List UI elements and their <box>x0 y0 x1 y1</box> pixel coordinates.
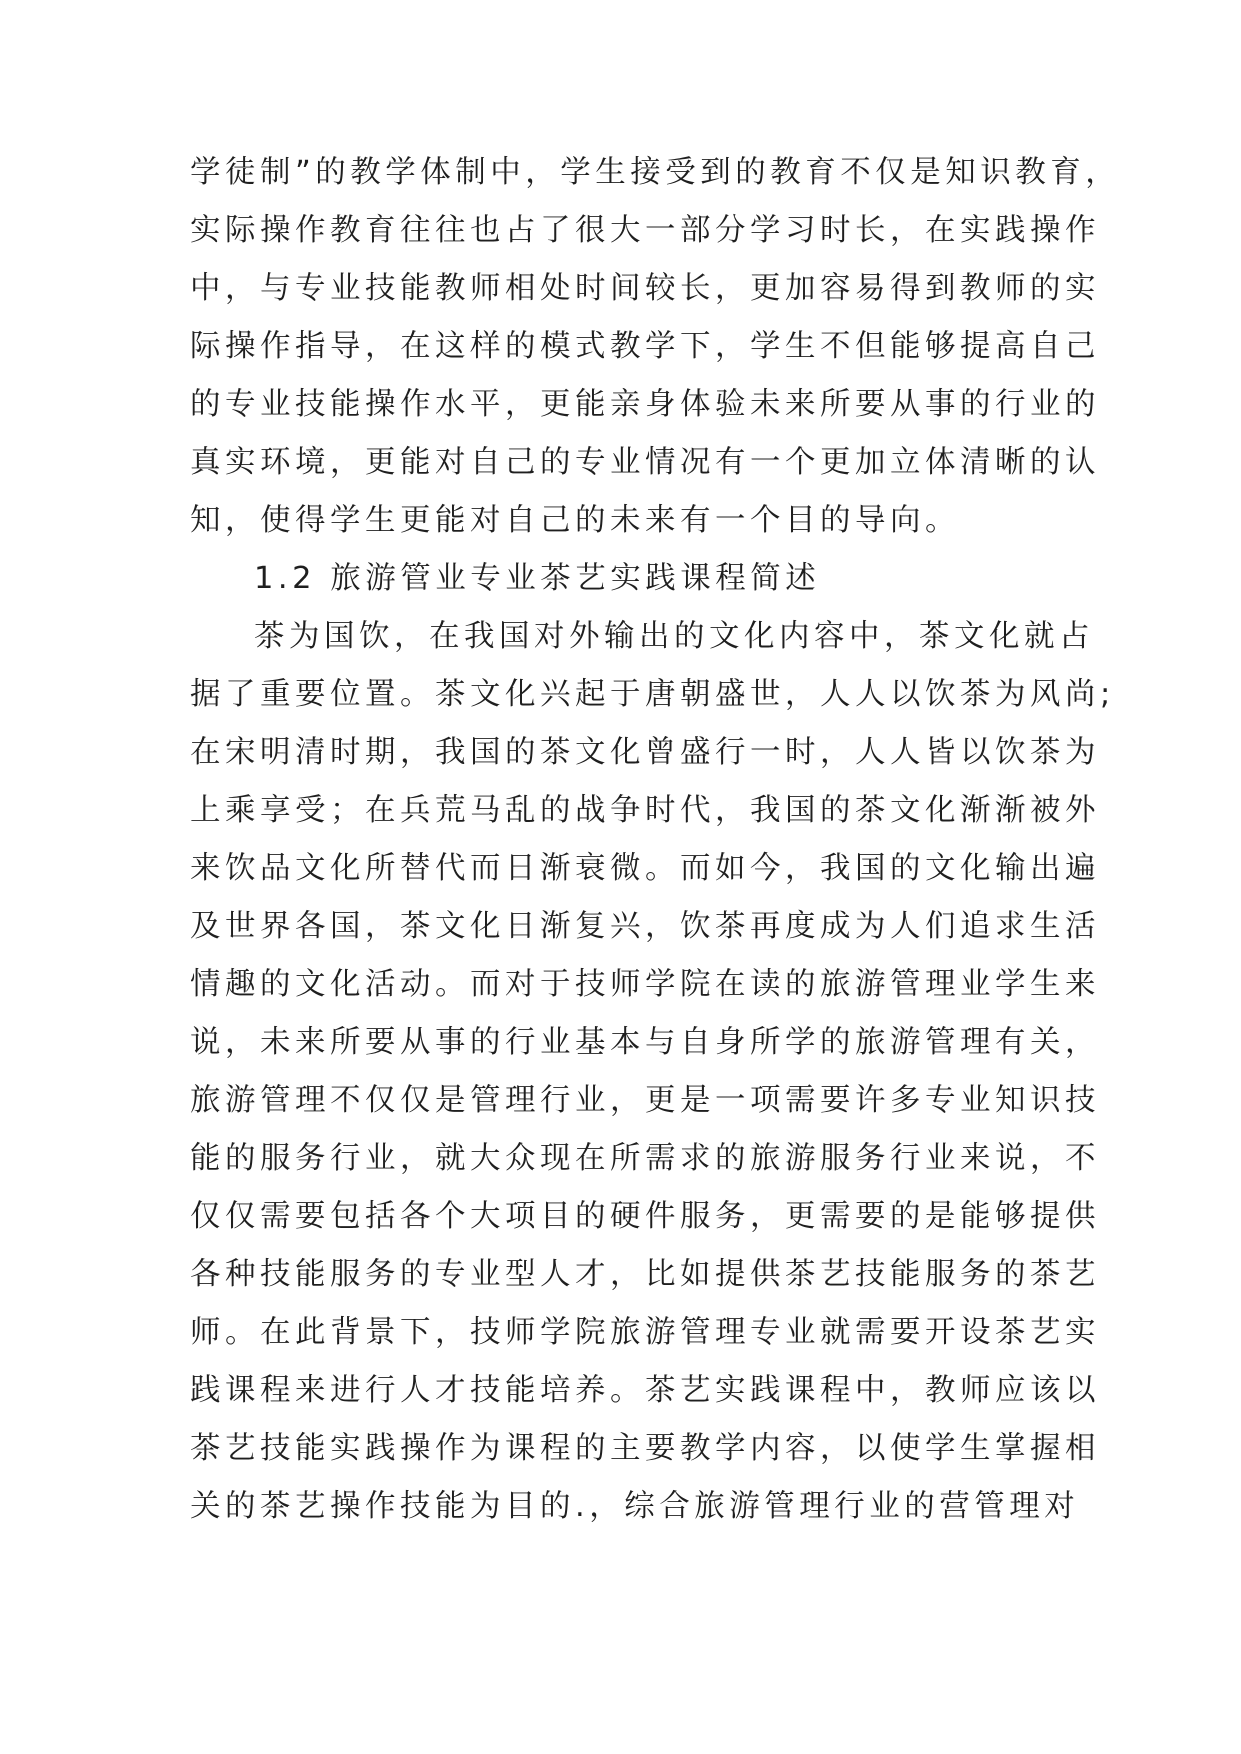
paragraph-2-line: 关的茶艺操作技能为目的.，综合旅游管理行业的营管理对 <box>190 1489 1080 1524</box>
body-text <box>190 144 1121 1536</box>
paragraph-2-line: 及世界各国，茶文化日渐复兴，饮茶再度成为人们追求生活 <box>190 909 1100 944</box>
paragraph-2-line: 来饮品文化所替代而日渐衰微。而如今，我国的文化输出遍 <box>190 851 1100 886</box>
paragraph-1-line: 学徒制”的教学体制中，学生接受到的教育不仅是知识教育， <box>190 155 1121 190</box>
paragraph-2-line: 仅仅需要包括各个大项目的硬件服务，更需要的是能够提供 <box>190 1199 1100 1234</box>
paragraph-2-line: 践课程来进行人才技能培养。茶艺实践课程中，教师应该以 <box>190 1373 1100 1408</box>
paragraph-1-line: 的专业技能操作水平，更能亲身体验未来所要从事的行业的 <box>190 387 1100 422</box>
paragraph-1-line: 中，与专业技能教师相处时间较长，更加容易得到教师的实 <box>190 271 1100 306</box>
paragraph-2-line: 上乘享受；在兵荒马乱的战争时代，我国的茶文化渐渐被外 <box>190 793 1100 828</box>
paragraph-2-line: 情趣的文化活动。而对于技师学院在读的旅游管理业学生来 <box>190 967 1100 1002</box>
paragraph-2-line: 说，未来所要从事的行业基本与自身所学的旅游管理有关， <box>190 1025 1100 1060</box>
paragraph-2-line: 在宋明清时期，我国的茶文化曾盛行一时，人人皆以饮茶为 <box>190 735 1100 770</box>
paragraph-2-first-line: 茶为国饮，在我国对外输出的文化内容中，茶文化就占 <box>254 619 1094 654</box>
paragraph-1-line: 真实环境，更能对自己的专业情况有一个更加立体清晰的认 <box>190 445 1100 480</box>
paragraph-2-line: 师。在此背景下，技师学院旅游管理专业就需要开设茶艺实 <box>190 1315 1100 1350</box>
paragraph-2-line: 能的服务行业，就大众现在所需求的旅游服务行业来说，不 <box>190 1141 1100 1176</box>
paragraph-2 <box>190 608 1115 1536</box>
paragraph-1-line: 际操作指导，在这样的模式教学下，学生不但能够提高自己 <box>190 329 1100 364</box>
paragraph-2-line: 据了重要位置。茶文化兴起于唐朝盛世，人人以饮茶为风尚; <box>190 677 1115 712</box>
paragraph-2-line: 旅游管理不仅仅是管理行业，更是一项需要许多专业知识技 <box>190 1083 1100 1118</box>
paragraph-1-line: 知，使得学生更能对自己的未来有一个目的导向。 <box>190 503 960 538</box>
paragraph-1-line: 实际操作教育往往也占了很大一部分学习时长，在实践操作 <box>190 213 1100 248</box>
paragraph-2-line: 茶艺技能实践操作为课程的主要教学内容，以使学生掌握相 <box>190 1431 1100 1466</box>
paragraph-1 <box>190 144 1121 550</box>
paragraph-2-line: 各种技能服务的专业型人才，比如提供茶艺技能服务的茶艺 <box>190 1257 1100 1292</box>
section-heading: 1.2 旅游管业专业茶艺实践课程简述 <box>254 561 821 596</box>
